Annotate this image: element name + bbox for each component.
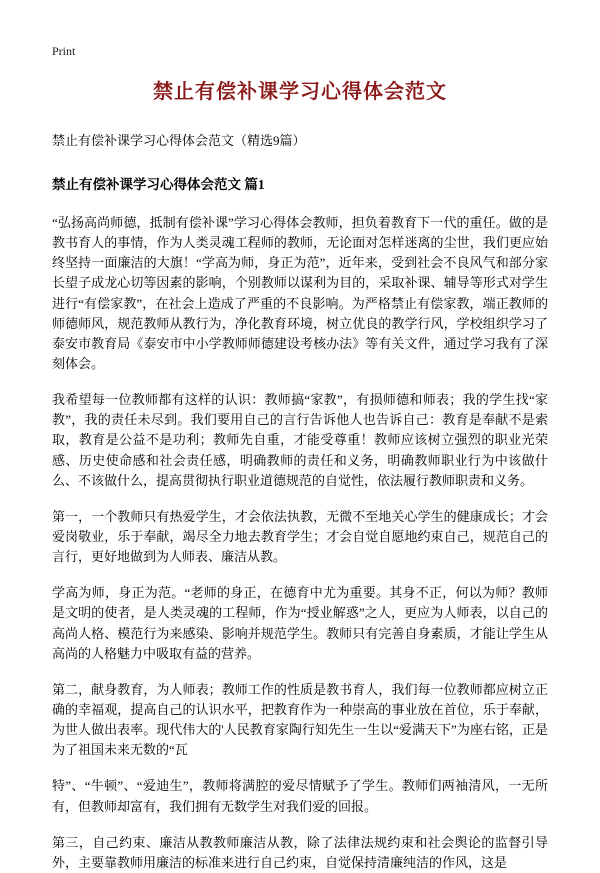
paragraph: 我希望每一位教师都有这样的认识：教师搞“家教”，有损师德和师表；我的学生找“家教”，我的责任未尽到。我们要用自己的言行告诉他人也告诉自己：教育是奉献不是索取，教育是公益不是功利；教师先自重，才能受尊重！教师应该树立强烈的职业光荣感、历史使命感和社会责任感，明确教师的责任和义务，明确教师职业行为中该做什么、不该做什么，提高贯彻执行职业道德规范的自觉性，依法履行教师职责和义务。 xyxy=(52,392,548,488)
print-link[interactable]: Print xyxy=(52,44,76,58)
section-heading: 禁止有偿补课学习心得体会范文 篇1 xyxy=(52,177,265,192)
paragraph: 第三，自己约束、廉洁从教教师廉洁从教，除了法律法规约束和社会舆论的监督引导外，主要靠教师用廉洁的标准来进行自己约束，自觉保持清廉纯洁的作风，这是 xyxy=(52,834,548,870)
page-title: 禁止有偿补课学习心得体会范文 xyxy=(153,81,447,103)
paragraph: 第二，献身教育，为人师表；教师工作的性质是教书育人，我们每一位教师都应树立正确的幸福观，提高自己的认识水平，把教育作为一种崇高的事业放在首位，乐于奉献，为世人做出表率。现代伟大的'人民教育家陶行知先生一生以“爱满天下”为座右铭，正是为了祖国未来无数的“瓦 xyxy=(52,681,548,758)
paragraph-container xyxy=(52,213,548,873)
paragraph: “弘扬高尚师德，抵制有偿补课”学习心得体会教师，担负着教育下一代的重任。做的是教书育人的事情，作为人类灵魂工程师的教师，无论面对怎样迷离的尘世，我们更应始终坚持一面廉洁的大旗！“学高为师，身正为范”，近年来，受到社会不良风气和部分家长望子成龙心切等因素的影响，个别教师以谋利为目的，采取补课、辅导等形式对学生进行“有偿家教”，在社会上造成了严重的不良影响。为严格禁止有偿家教，端正教师的师德师风，规范教师从教行为，净化教育环境，树立优良的教学行风，学校组织学习了泰安市教育局《泰安市中小学教师师德建设考核办法》等有关文件，通过学习我有了深刻体会。 xyxy=(52,215,548,371)
paragraph: 学高为师，身正为范。“老师的身正，在德育中尤为重要。其身不正，何以为师？教师是文明的使者，是人类灵魂的工程师，作为“授业解惑”之人，更应为人师表，以自己的高尚人格、模范行为来感染、影响并规范学生。教师只有完善自身素质，才能让学生从高尚的人格魅力中吸取有益的营养。 xyxy=(52,585,548,661)
document-subtitle: 禁止有偿补课学习心得体会范文（精选9篇） xyxy=(52,133,306,148)
paragraph: 第一，一个教师只有热爱学生，才会依法执教，无微不至地关心学生的健康成长；才会爱岗敬业，乐于奉献，竭尽全力地去教育学生；才会自觉自愿地约束自己，规范自己的言行，更好地做到为人师表、廉洁从教。 xyxy=(52,508,548,565)
paragraph: 特”、“牛顿”、“爱迪生”，教师将满腔的爱尽情赋予了学生。教师们两袖清风，一无所有，但教师却富有，我们拥有无数学生对我们爱的回报。 xyxy=(52,778,548,814)
